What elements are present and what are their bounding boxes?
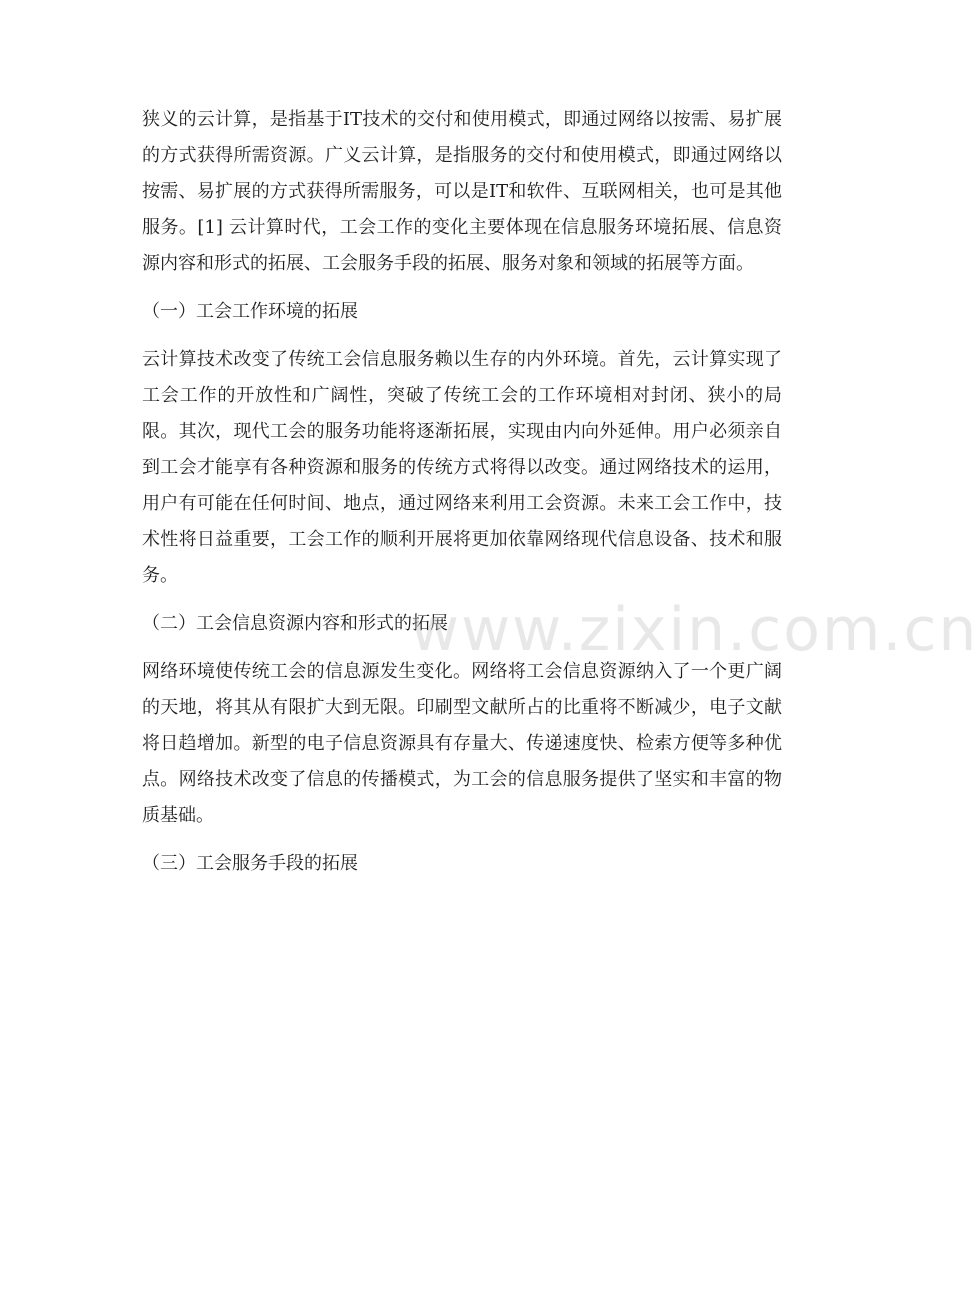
watermark: www.zixin.com.cn <box>410 595 978 665</box>
section-heading-2: （二）工会信息资源内容和形式的拓展 <box>142 613 448 634</box>
document-body <box>142 102 782 894</box>
paragraph-environment: 云计算技术改变了传统工会信息服务赖以生存的内外环境。首先，云计算实现了工会工作的开放性和广阔性，突破了传统工会的工作环境相对封闭、狭小的局限。其次，现代工会的服务功能将逐渐拓展，实现由内向外延伸。用户必须亲自到工会才能享有各种资源和服务的传统方式将得以改变。通过网络技术的运用，用户有可能在任何时间、地点，通过网络来利用工会资源。未来工会工作中，技术性将日益重要，工会工作的顺利开展将更加依靠网络现代信息设备、技术和服务。 <box>142 349 782 586</box>
paragraph-resources: 网络环境使传统工会的信息源发生变化。网络将工会信息资源纳入了一个更广阔的天地，将其从有限扩大到无限。印刷型文献所占的比重将不断减少，电子文献将日趋增加。新型的电子信息资源具有存量大、传递速度快、检索方便等多种优点。网络技术改变了信息的传播模式，为工会的信息服务提供了坚实和丰富的物质基础。 <box>142 661 782 826</box>
section-heading-3: （三）工会服务手段的拓展 <box>142 853 358 874</box>
paragraph-intro: 狭义的云计算，是指基于IT技术的交付和使用模式，即通过网络以按需、易扩展的方式获得所需资源。广义云计算，是指服务的交付和使用模式，即通过网络以按需、易扩展的方式获得所需服务，可以是IT和软件、互联网相关，也可是其他服务。[1] 云计算时代，工会工作的变化主要体现在信息服务环境拓展、信息资源内容和形式的拓展、工会服务手段的拓展、服务对象和领域的拓展等方面。 <box>142 109 782 274</box>
section-heading-1: （一）工会工作环境的拓展 <box>142 301 358 322</box>
